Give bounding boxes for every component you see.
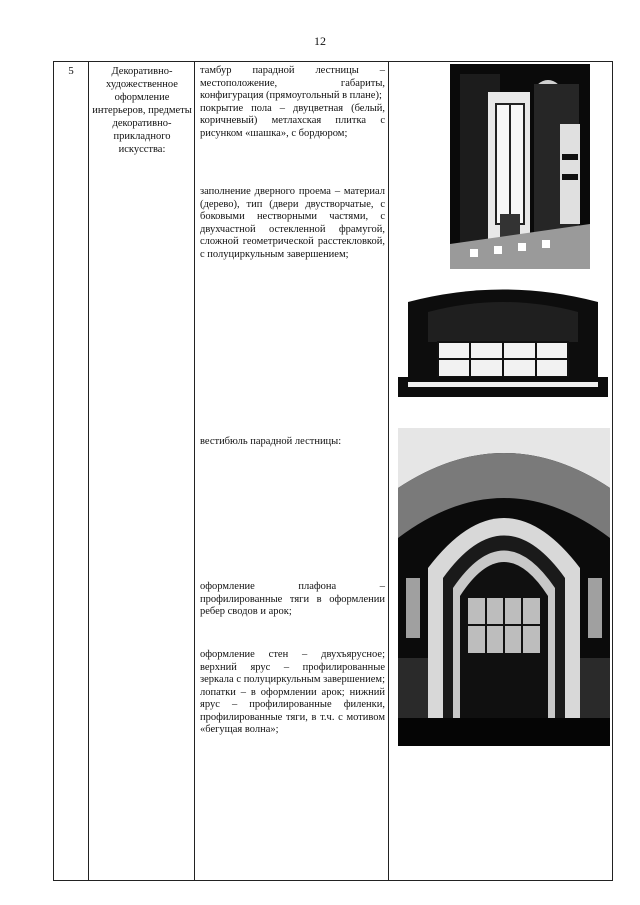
- column-divider: [388, 62, 389, 880]
- photo-door-transom: [398, 282, 608, 397]
- photo-vestibule: [398, 428, 610, 746]
- column-divider: [88, 62, 89, 880]
- column-divider: [194, 62, 195, 880]
- page-number: 12: [314, 34, 326, 48]
- description-paragraph: оформление стен – двухъярусное; верхний ярус – профилированные зеркала с полуциркульным завершением; лопатки – в оформлении арок; нижний ярус – профилированные филенки, профилированные тяги, в т.ч. с мотивом «бегущая волна»;: [200, 649, 385, 735]
- description-paragraph: оформление плафона – профилированные тяги в оформлении ребер сводов и арок;: [200, 581, 385, 617]
- photo-tambour: [450, 64, 590, 269]
- description-block-vestibule-tambour: [200, 65, 385, 140]
- heritage-table: [53, 61, 613, 881]
- description-block-ceiling: [200, 581, 385, 619]
- description-block-vestibule: [200, 436, 385, 449]
- description-paragraph: покрытие пола – двуцветная (белый, коричневый) метлахская плитка с рисунком «шашка», с бордюром;: [200, 102, 385, 139]
- description-paragraph: тамбур парадной лестницы – местоположение, габариты, конфигурация (прямоугольный в плане);: [200, 65, 385, 101]
- description-block-walls: [200, 649, 385, 737]
- description-paragraph: заполнение дверного проема – материал (дерево), тип (двери двустворчатые, с боковыми нестворными частями, с двухчастной остекленной фрамугой, сложной геометрической расстекловкой, с полуциркульным завершением;: [200, 186, 385, 260]
- category-cell: Декоративно-художественное оформление интерьеров, предметы декоративно-прикладного искусства:: [92, 66, 192, 155]
- description-block-door: [200, 186, 385, 261]
- row-number: 5: [68, 65, 74, 77]
- description-paragraph: вестибюль парадной лестницы:: [200, 436, 342, 447]
